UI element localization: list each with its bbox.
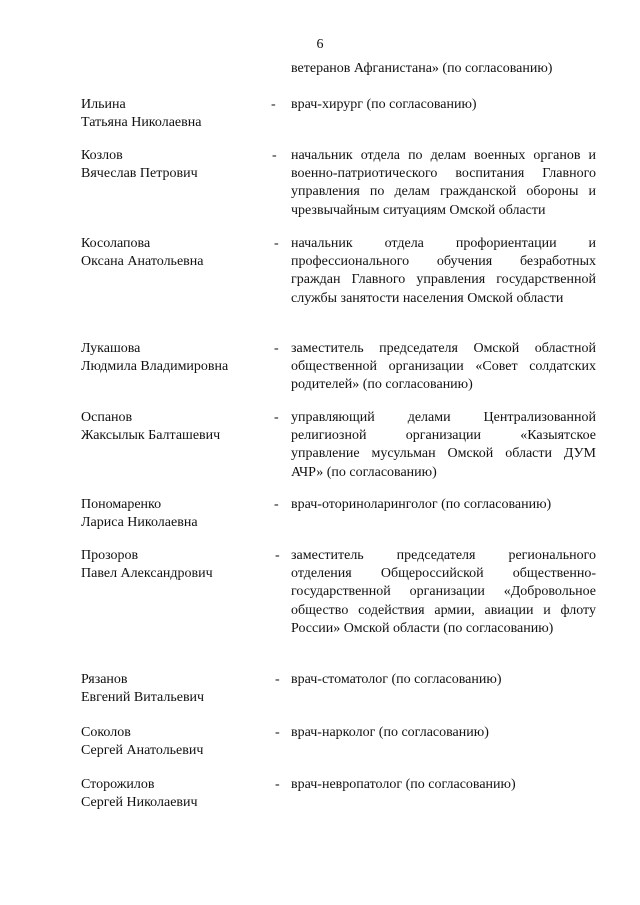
member-role: врач-невропатолог (по согласованию)	[291, 777, 516, 792]
separator-dash: -	[274, 341, 279, 356]
separator-dash: -	[275, 548, 280, 563]
member-role: управляющий делами Централизованной религиозной организации «Казыятское управление мусульман Омской области ДУМ АЧР» (по согласованию)	[291, 410, 596, 480]
member-given-name: Татьяна Николаевна	[81, 115, 202, 131]
member-name	[81, 235, 261, 271]
member-given-name: Жаксылык Балташевич	[81, 428, 221, 444]
member-role: заместитель председателя регионального отделения Общероссийской общественно-государственной организации «Добровольное общество содействия армии, авиации и флоту России» Омской области (по согласованию)	[291, 548, 596, 636]
separator-dash: -	[274, 410, 279, 425]
member-surname: Пономаренко	[81, 497, 162, 512]
separator-dash: -	[274, 236, 279, 251]
member-surname: Ильина	[81, 97, 126, 112]
member-name	[81, 340, 261, 376]
member-given-name: Сергей Николаевич	[81, 795, 198, 811]
member-name	[81, 671, 261, 707]
member-surname: Сторожилов	[81, 777, 155, 792]
separator-dash: -	[271, 97, 276, 112]
continued-role-text: ветеранов Афганистана» (по согласованию)	[291, 61, 553, 76]
separator-dash: -	[275, 672, 280, 687]
member-given-name: Людмила Владимировна	[81, 359, 229, 375]
member-surname: Лукашова	[81, 341, 141, 356]
member-role: начальник отдела по делам военных органов и военно-патриотического воспитания Главного управления по делам гражданской обороны и чрезвычайным ситуациям Омской области	[291, 148, 596, 218]
member-name	[81, 496, 261, 532]
member-role: врач-оториноларинголог (по согласованию)	[291, 497, 552, 512]
member-role: врач-стоматолог (по согласованию)	[291, 672, 502, 687]
separator-dash: -	[274, 497, 279, 512]
member-role: начальник отдела профориентации и профессионального обучения безработных граждан Главного управления государственной службы занятости населения Омской области	[291, 236, 596, 306]
member-surname: Оспанов	[81, 410, 133, 425]
member-name	[81, 147, 261, 183]
member-surname: Козлов	[81, 148, 123, 163]
member-given-name: Вячеслав Петрович	[81, 166, 198, 182]
member-role: врач-нарколог (по согласованию)	[291, 725, 489, 740]
member-surname: Косолапова	[81, 236, 151, 251]
member-given-name: Лариса Николаевна	[81, 515, 198, 531]
member-given-name: Евгений Витальевич	[81, 690, 205, 706]
member-surname: Соколов	[81, 725, 131, 740]
member-surname: Рязанов	[81, 672, 128, 687]
member-given-name: Сергей Анатольевич	[81, 743, 204, 759]
member-role: врач-хирург (по согласованию)	[291, 97, 477, 112]
member-given-name: Оксана Анатольевна	[81, 254, 204, 270]
member-surname: Прозоров	[81, 548, 139, 563]
member-name	[81, 409, 261, 445]
member-given-name: Павел Александрович	[81, 566, 213, 582]
member-role: заместитель председателя Омской областной общественной организации «Совет солдатских родителей» (по согласованию)	[291, 341, 596, 393]
member-name	[81, 96, 261, 132]
member-name	[81, 776, 261, 812]
page-number: 6	[316, 37, 324, 52]
separator-dash: -	[275, 725, 280, 740]
member-name	[81, 724, 261, 760]
separator-dash: -	[275, 777, 280, 792]
separator-dash: -	[272, 148, 277, 163]
member-name	[81, 547, 261, 583]
